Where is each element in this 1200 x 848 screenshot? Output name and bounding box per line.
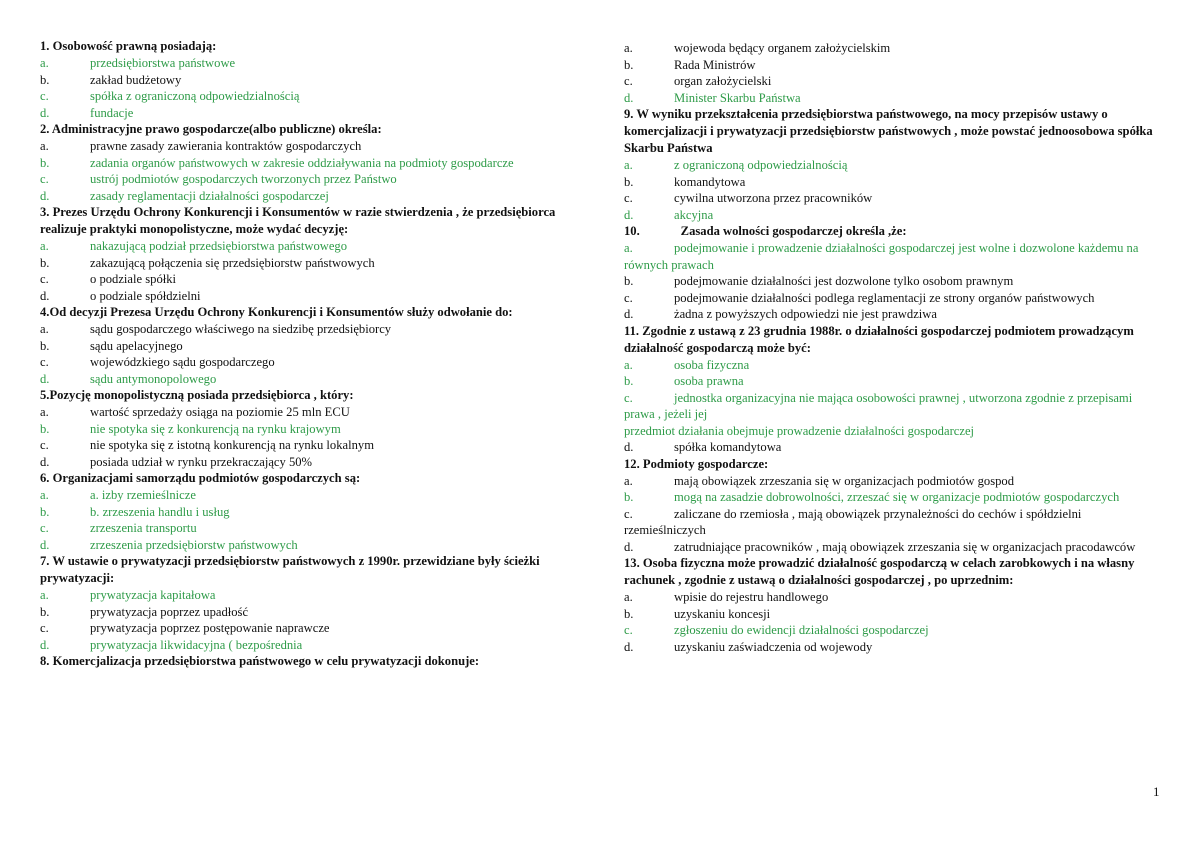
answer-letter: c. xyxy=(40,89,49,103)
answer-option xyxy=(40,288,580,305)
answer-letter: b. xyxy=(40,504,50,519)
answer-letter: d. xyxy=(624,539,634,554)
question-text: 7. W ustawie o prywatyzacji przedsiębiorstw państwowych z 1990r. przewidziane były ścieżki prywatyzacji: xyxy=(40,554,540,585)
answer-option xyxy=(40,637,580,654)
answer-letter: d. xyxy=(40,454,50,469)
answer-option xyxy=(624,306,1164,323)
left-column xyxy=(40,38,580,670)
answer-letter: b. xyxy=(40,421,50,436)
answer-text: przedsiębiorstwa państwowe xyxy=(90,56,236,70)
answer-letter: b. xyxy=(624,606,634,621)
answer-text: o podziale spółki xyxy=(90,272,177,286)
question-text: 8. Komercjalizacja przedsiębiorstwa państwowego w celu prywatyzacji dokonuje: xyxy=(40,654,480,668)
answer-letter: a. xyxy=(624,473,633,488)
answer-option xyxy=(40,354,580,371)
answer-text: wpisie do rejestru handlowego xyxy=(674,590,829,604)
answer-text: podejmowanie i prowadzenie działalności gospodarczej jest wolne i dozwolone każdemu na równych prawach xyxy=(624,241,1139,272)
answer-option xyxy=(624,174,1164,191)
answer-letter: d. xyxy=(40,371,50,386)
answer-text: a. izby rzemieślnicze xyxy=(90,488,196,502)
answer-option xyxy=(40,604,580,621)
question-block xyxy=(624,323,1164,456)
answer-option xyxy=(40,238,580,255)
answer-letter: b. xyxy=(624,490,634,504)
answer-letter: a. xyxy=(624,590,633,604)
question-text: 13. Osoba fizyczna może prowadzić działalność gospodarczą w celach zarobkowych i na własny rachunek , zgodnie z ustawą o działalności gospodarczej , po uprzednim: xyxy=(624,556,1135,587)
answer-option xyxy=(624,489,1164,506)
answer-letter: a. xyxy=(624,241,633,255)
answer-option xyxy=(624,90,1164,107)
answer-text: sądu antymonopolowego xyxy=(90,371,217,386)
question-block xyxy=(624,106,1164,223)
answer-letter: b. xyxy=(40,72,50,87)
answer-letter: c. xyxy=(624,290,633,305)
answer-letter: b. xyxy=(624,174,634,189)
answer-letter: a. xyxy=(40,588,49,602)
answer-text: prywatyzacja likwidacyjna ( bezpośrednia xyxy=(90,637,303,652)
question-block xyxy=(40,653,580,670)
answer-text: fundacje xyxy=(90,105,134,120)
answer-option xyxy=(40,537,580,554)
answer-letter: c. xyxy=(40,355,49,369)
answer-option xyxy=(40,504,580,521)
answer-option xyxy=(624,439,1164,456)
answer-letter: d. xyxy=(624,440,634,454)
answer-option xyxy=(40,171,580,188)
answer-letter: a. xyxy=(40,239,49,253)
answer-text: uzyskaniu koncesji xyxy=(674,606,771,621)
question-block xyxy=(624,456,1164,556)
question-block xyxy=(40,304,580,387)
answer-text: b. zrzeszenia handlu i usług xyxy=(90,504,230,519)
answer-option xyxy=(624,506,1164,539)
answer-letter: a. xyxy=(624,41,633,55)
answer-text: żadna z powyższych odpowiedzi nie jest prawdziwa xyxy=(674,307,937,321)
answer-option xyxy=(40,421,580,438)
answer-option xyxy=(40,487,580,504)
answer-letter: b. xyxy=(40,604,50,619)
answer-letter: c. xyxy=(624,623,633,637)
answer-letter: d. xyxy=(40,637,50,652)
answer-option xyxy=(40,138,580,155)
answer-option xyxy=(40,255,580,272)
question-block xyxy=(40,470,580,553)
answer-option xyxy=(40,520,580,537)
answer-letter: c. xyxy=(624,74,633,88)
answer-option xyxy=(624,622,1164,639)
answer-text: mają obowiązek zrzeszania się w organizacjach podmiotów gospod xyxy=(674,473,1015,488)
answer-text: komandytowa xyxy=(674,174,746,189)
answer-letter: c. xyxy=(40,172,49,186)
answer-text: osoba prawna xyxy=(674,374,744,388)
answer-option xyxy=(40,404,580,421)
answer-text: zgłoszeniu do ewidencji działalności gospodarczej xyxy=(674,623,929,637)
question-block xyxy=(624,40,1164,106)
answer-letter: c. xyxy=(624,506,633,521)
answer-text: uzyskaniu zaświadczenia od wojewody xyxy=(674,639,873,654)
answer-text: jednostka organizacyjna nie mająca osobowości prawnej , utworzona zgodnie z przepisami prawa , jeżeli jej xyxy=(624,390,1133,421)
answer-option xyxy=(40,155,580,172)
answer-option xyxy=(40,72,580,89)
answer-text: zaliczane do rzemiosła , mają obowiązek przynależności do cechów i spółdzielni rzemieślniczych xyxy=(624,506,1082,537)
answer-option xyxy=(624,273,1164,290)
answer-text: cywilna utworzona przez pracowników xyxy=(674,191,873,205)
question-block xyxy=(40,387,580,470)
answer-option xyxy=(624,473,1164,490)
answer-text: podejmowanie działalności jest dozwolone tylko osobom prawnym xyxy=(674,274,1014,288)
answer-letter: d. xyxy=(624,639,634,654)
answer-text: zadania organów państwowych w zakresie oddziaływania na podmioty gospodarcze xyxy=(90,155,514,170)
answer-option xyxy=(624,539,1164,556)
question-text: 2. Administracyjne prawo gospodarcze(albo publiczne) określa: xyxy=(40,122,382,136)
answer-text: Rada Ministrów xyxy=(674,57,756,72)
answer-option xyxy=(624,290,1164,307)
answer-option xyxy=(40,437,580,454)
question-block xyxy=(40,553,580,653)
answer-option xyxy=(40,587,580,604)
answer-letter: b. xyxy=(40,255,50,270)
question-text: 3. Prezes Urzędu Ochrony Konkurencji i Konsumentów w razie stwierdzenia , że przedsiębiorca realizuje praktyki monopolistyczne, może wydać decyzję: xyxy=(40,205,556,236)
answer-letter: b. xyxy=(624,374,634,388)
answer-text: zasady reglamentacji działalności gospodarczej xyxy=(90,188,329,203)
answer-option xyxy=(624,390,1164,423)
answer-text: z ograniczoną odpowiedzialnością xyxy=(674,158,848,172)
answer-letter: d. xyxy=(624,207,634,222)
answer-letter: d. xyxy=(40,105,50,120)
right-column xyxy=(624,40,1164,655)
answer-option xyxy=(624,606,1164,623)
question-text: 1. Osobowość prawną posiadają: xyxy=(40,39,217,53)
question-block xyxy=(40,38,580,121)
answer-option xyxy=(40,371,580,388)
answer-text: ustrój podmiotów gospodarczych tworzonych przez Państwo xyxy=(90,172,397,186)
answer-letter: a. xyxy=(40,322,49,336)
answer-option xyxy=(624,639,1164,656)
question-text: 9. W wyniku przekształcenia przedsiębiorstwa państwowego, na mocy przepisów ustawy o komercjalizacji i prywatyzacji przedsiębiorstw państwowych , może powstać jednoosobowa spółka Skarbu Państwa xyxy=(624,107,1153,155)
answer-text: zakład budżetowy xyxy=(90,72,182,87)
answer-option xyxy=(624,373,1164,390)
answer-letter: d. xyxy=(40,537,50,552)
answer-text: posiada udział w rynku przekraczający 50% xyxy=(90,454,313,469)
answer-text: sądu gospodarczego właściwego na siedzibę przedsiębiorcy xyxy=(90,322,392,336)
answer-option xyxy=(624,40,1164,57)
question-text: 12. Podmioty gospodarcze: xyxy=(624,456,769,471)
answer-option xyxy=(40,88,580,105)
answer-text: wartość sprzedaży osiąga na poziomie 25 mln ECU xyxy=(90,405,350,419)
answer-letter: b. xyxy=(40,338,50,353)
answer-text: zrzeszenia transportu xyxy=(90,521,197,535)
answer-option xyxy=(624,190,1164,207)
answer-letter: c. xyxy=(40,521,49,535)
answer-letter: b. xyxy=(624,57,634,72)
answer-letter: a. xyxy=(40,56,49,70)
question-text: 5.Pozycję monopolistyczną posiada przedsiębiorca , który: xyxy=(40,388,354,402)
answer-text: prawne zasady zawierania kontraktów gospodarczych xyxy=(90,139,362,153)
answer-text: podejmowanie działalności podlega reglamentacji ze strony organów państwowych xyxy=(674,290,1095,305)
answer-letter: d. xyxy=(40,188,50,203)
question-block xyxy=(40,204,580,304)
answer-letter: c. xyxy=(40,272,49,286)
answer-option xyxy=(624,423,1164,440)
answer-option xyxy=(624,589,1164,606)
answer-text: wojewódzkiego sądu gospodarczego xyxy=(90,355,275,369)
answer-letter: a. xyxy=(40,139,49,153)
answer-text: spółka z ograniczoną odpowiedzialnością xyxy=(90,89,300,103)
answer-text: spółka komandytowa xyxy=(674,440,782,454)
answer-text: zatrudniające pracowników , mają obowiązek zrzeszania się w organizacjach pracodawców xyxy=(674,539,1136,554)
answer-option xyxy=(624,357,1164,374)
answer-text: mogą na zasadzie dobrowolności, zrzeszać się w organizacje podmiotów gospodarczych xyxy=(674,490,1120,504)
answer-text: prywatyzacja poprzez postępowanie naprawcze xyxy=(90,621,330,635)
answer-option xyxy=(40,620,580,637)
answer-option xyxy=(624,157,1164,174)
answer-letter: d. xyxy=(624,90,634,105)
answer-letter: c. xyxy=(40,621,49,635)
answer-option xyxy=(40,188,580,205)
answer-letter: c. xyxy=(624,390,633,405)
answer-letter: d. xyxy=(40,288,50,303)
answer-letter: a. xyxy=(40,488,49,502)
answer-text: zrzeszenia przedsiębiorstw państwowych xyxy=(90,537,298,552)
answer-text: wojewoda będący organem założycielskim xyxy=(674,41,891,55)
answer-text: o podziale spółdzielni xyxy=(90,288,201,303)
answer-option xyxy=(40,454,580,471)
answer-text: nie spotyka się z istotną konkurencją na rynku lokalnym xyxy=(90,438,374,452)
answer-option xyxy=(624,207,1164,224)
answer-option xyxy=(40,321,580,338)
page-number: 1 xyxy=(1153,784,1160,799)
answer-letter: a. xyxy=(624,357,633,372)
answer-text: zakazującą połączenia się przedsiębiorstw państwowych xyxy=(90,255,375,270)
question-text: 11. Zgodnie z ustawą z 23 grudnia 1988r. o działalności gospodarczej podmiotem prowadzącym działalność gospodarczą może być: xyxy=(624,323,1134,355)
answer-letter: d. xyxy=(624,307,634,321)
answer-text: organ założycielski xyxy=(674,74,772,88)
answer-option xyxy=(624,57,1164,74)
answer-option xyxy=(624,240,1164,273)
answer-option xyxy=(40,55,580,72)
answer-option xyxy=(40,271,580,288)
answer-text: akcyjna xyxy=(674,207,714,222)
answer-letter: c. xyxy=(624,191,633,205)
answer-option xyxy=(40,338,580,355)
answer-option xyxy=(624,73,1164,90)
question-text: 6. Organizacjami samorządu podmiotów gospodarczych są: xyxy=(40,471,361,485)
question-block xyxy=(40,121,580,204)
answer-text: prywatyzacja poprzez upadłość xyxy=(90,604,249,619)
question-text: 10. Zasada wolności gospodarczej określa ,że: xyxy=(624,224,907,238)
answer-text: prywatyzacja kapitałowa xyxy=(90,588,216,602)
answer-letter: a. xyxy=(624,158,633,172)
answer-text: osoba fizyczna xyxy=(674,357,750,372)
answer-text: nakazującą podział przedsiębiorstwa państwowego xyxy=(90,239,348,253)
question-text: 4.Od decyzji Prezesa Urzędu Ochrony Konkurencji i Konsumentów służy odwołanie do: xyxy=(40,305,513,319)
question-block xyxy=(624,555,1164,655)
answer-letter: b. xyxy=(40,155,50,170)
answer-text: nie spotyka się z konkurencją na rynku krajowym xyxy=(90,421,341,436)
answer-option xyxy=(40,105,580,122)
answer-letter: c. xyxy=(40,438,49,452)
answer-text: Minister Skarbu Państwa xyxy=(674,90,801,105)
answer-letter: b. xyxy=(624,274,634,288)
answer-text: przedmiot działania obejmuje prowadzenie działalności gospodarczej xyxy=(624,423,975,438)
answer-text: sądu apelacyjnego xyxy=(90,338,183,353)
answer-letter: a. xyxy=(40,405,49,419)
question-block xyxy=(624,223,1164,323)
